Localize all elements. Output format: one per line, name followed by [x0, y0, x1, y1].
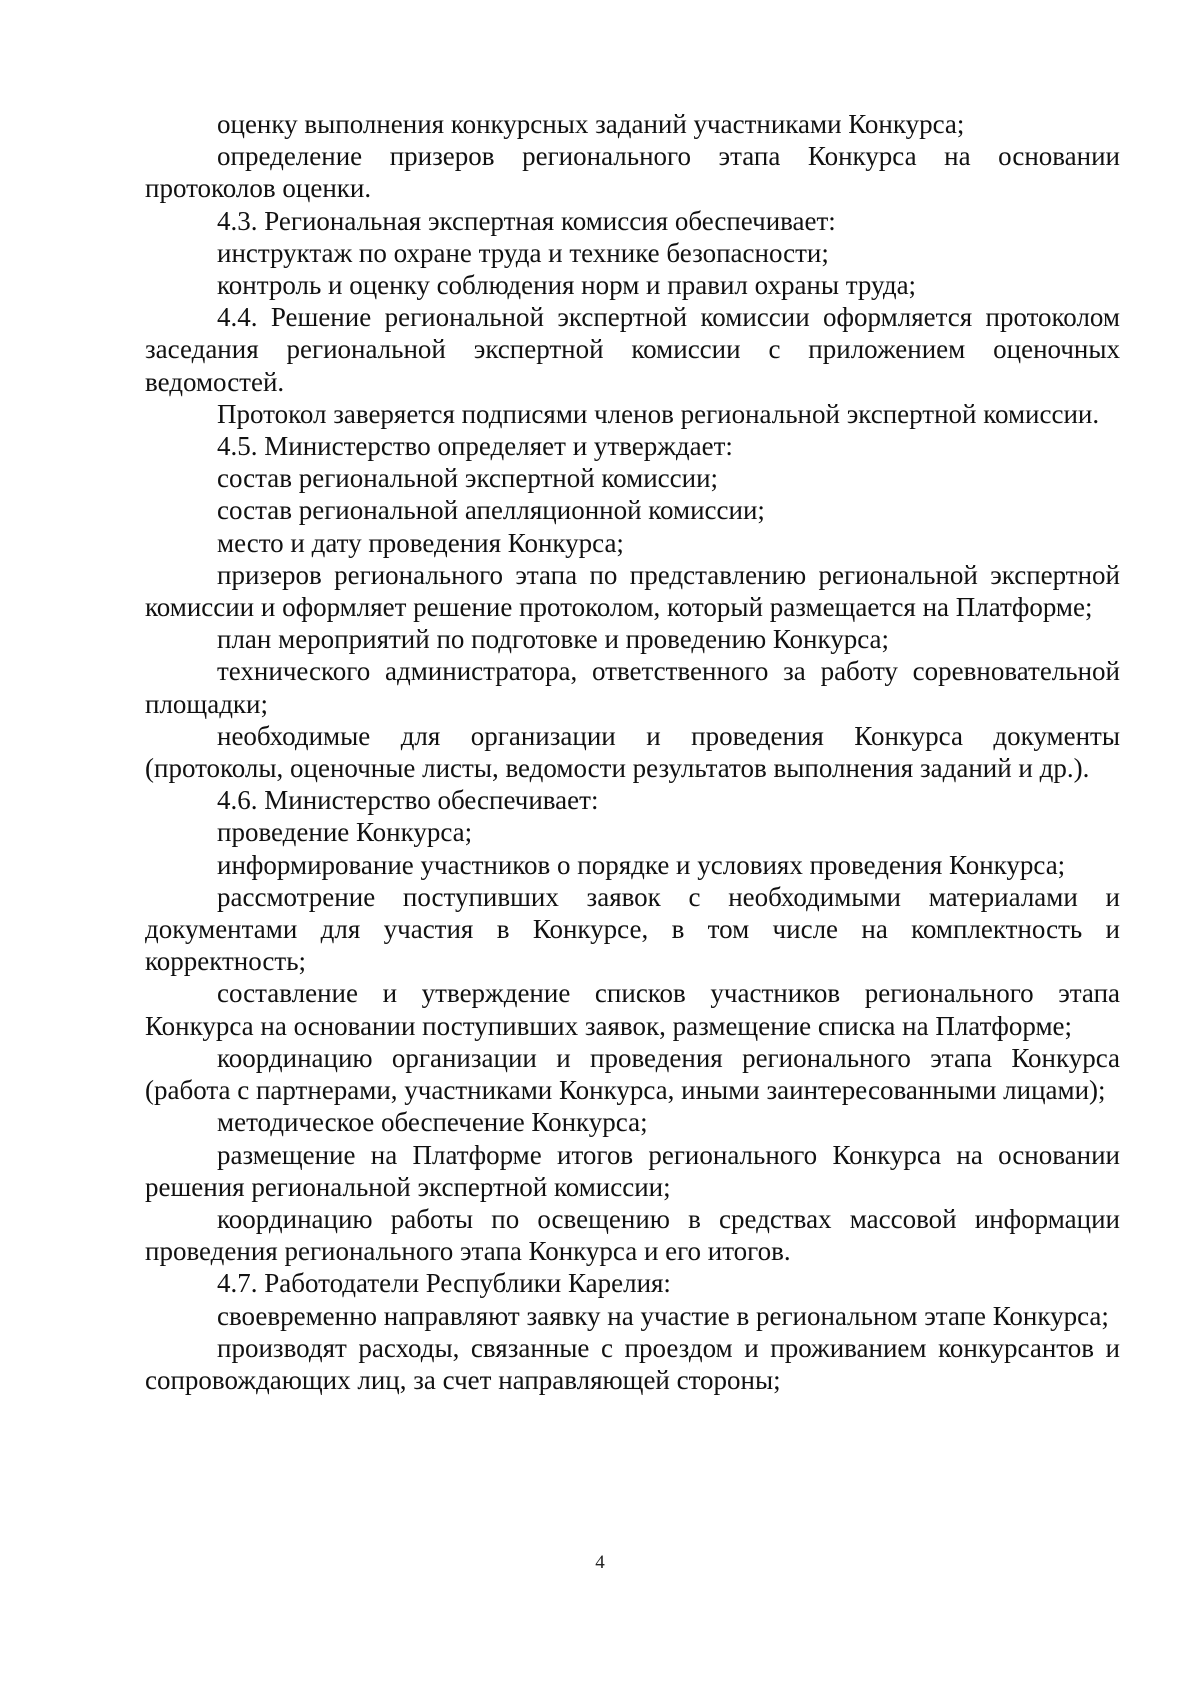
paragraph: Протокол заверяется подписями членов региональной экспертной комиссии. — [217, 398, 1100, 429]
paragraph: координацию работы по освещению в средствах массовой информации проведения регионального этапа Конкурса и его итогов. — [145, 1203, 1120, 1267]
paragraph: место и дату проведения Конкурса; — [217, 527, 624, 558]
paragraph: определение призеров регионального этапа Конкурса на основании протоколов оценки. — [145, 141, 1120, 204]
paragraph: 4.5. Министерство определяет и утверждает: — [217, 431, 733, 462]
page-number: 4 — [595, 1552, 605, 1573]
paragraph: необходимые для организации и проведения Конкурса документы (протоколы, оценочные листы, ведомости результатов выполнения заданий и др.). — [145, 720, 1120, 784]
paragraph: 4.7. Работодатели Республики Карелия: — [217, 1268, 671, 1299]
paragraph: размещение на Платформе итогов регионального Конкурса на основании решения региональной экспертной комиссии; — [145, 1139, 1120, 1202]
paragraph: план мероприятий по подготовке и проведению Конкурса; — [217, 624, 890, 655]
paragraph: оценку выполнения конкурсных заданий участниками Конкурса; — [217, 109, 965, 139]
paragraph: состав региональной апелляционной комиссии; — [217, 495, 765, 526]
paragraph: своевременно направляют заявку на участие в региональном этапе Конкурса; — [217, 1300, 1109, 1331]
paragraph: координацию организации и проведения регионального этапа Конкурса (работа с партнерами, участниками Конкурса, иными заинтересованными лицами); — [145, 1042, 1120, 1106]
paragraph: составление и утверждение списков участников регионального этапа Конкурса на основании поступивших заявок, размещение списка на Платформе; — [145, 978, 1120, 1041]
paragraph: информирование участников о порядке и условиях проведения Конкурса; — [217, 849, 1066, 880]
paragraph: технического администратора, ответственного за работу соревновательной площадки; — [145, 656, 1120, 719]
paragraph: контроль и оценку соблюдения норм и правил охраны труда; — [217, 270, 917, 301]
document-body — [145, 108, 1120, 1396]
paragraph: 4.3. Региональная экспертная комиссия обеспечивает: — [217, 205, 836, 236]
paragraph: производят расходы, связанные с проездом и проживанием конкурсантов и сопровождающих лиц, за счет направляющей стороны; — [145, 1332, 1120, 1395]
paragraph: 4.4. Решение региональной экспертной комиссии оформляется протоколом заседания региональной экспертной комиссии с приложением оценочных ведомостей. — [145, 302, 1120, 397]
paragraph: инструктаж по охране труда и технике безопасности; — [217, 237, 829, 268]
paragraph: 4.6. Министерство обеспечивает: — [217, 785, 599, 816]
paragraph: состав региональной экспертной комиссии; — [217, 463, 719, 494]
paragraph: призеров регионального этапа по представлению региональной экспертной комиссии и оформляет решение протоколом, который размещается на Платформе; — [145, 559, 1120, 623]
paragraph: методическое обеспечение Конкурса; — [217, 1107, 648, 1138]
paragraph: рассмотрение поступивших заявок с необходимыми материалами и документами для участия в Конкурсе, в том числе на комплектность и корректность; — [145, 881, 1120, 977]
paragraph: проведение Конкурса; — [217, 817, 473, 848]
